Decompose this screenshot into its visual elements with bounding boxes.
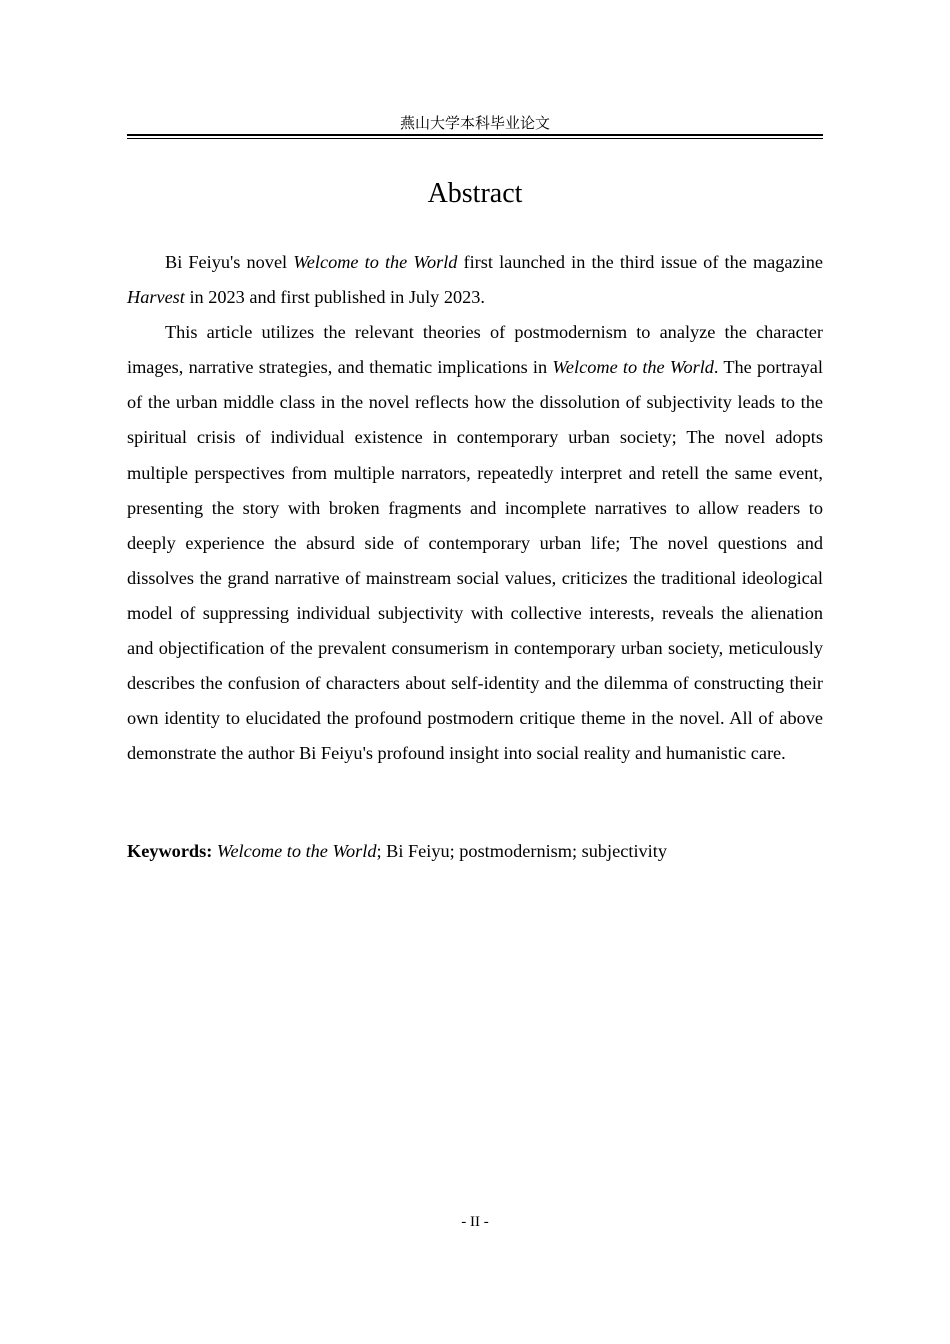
paragraph-1-text-b: first launched in the third issue of the magazine: [457, 252, 823, 272]
paragraph-1-text-a: Bi Feiyu's novel: [165, 252, 294, 272]
running-header: 燕山大学本科毕业论文: [399, 114, 550, 132]
magazine-title-italic: Harvest: [127, 287, 185, 308]
novel-title-italic: Welcome to the World: [293, 252, 458, 272]
abstract-title: Abstract: [427, 178, 523, 209]
page-number: - II -: [461, 1214, 489, 1230]
paragraph-2-text-b: . The portrayal of the urban middle class in the novel reflects how the dissolution of subjectivity leads to the spiritual crisis of individual existence in contemporary urban society; The novel adopts multiple perspectives from multiple narrators, repeatedly interpret and retell the same event, presenting the story with broken fragments and incomplete narratives to allow readers to deeply experience the absurd side of contemporary urban life; The novel questions and dissolves the grand narrative of mainstream social values, criticizes the traditional ideological model of suppressing individual subjectivity with collective interests, reveals the alienation and objectification of the prevalent consumerism in contemporary urban society, meticulously describes the confusion of characters about self-identity and the dilemma of constructing their own identity to elucidated the profound postmodern critique theme in the novel. All of above demonstrate the author Bi Feiyu's profound insight into social reality and humanistic care.: [127, 357, 823, 764]
keywords-list: ; Bi Feiyu; postmodernism; subjectivity: [376, 841, 667, 861]
abstract-body: [127, 245, 823, 771]
paragraph-2-text-a: This article utilizes the relevant theories of postmodernism to analyze the character images, narrative strategies, and thematic implications in: [127, 322, 823, 378]
paragraph-1-text-c: in 2023 and first published in July 2023.: [184, 287, 485, 308]
abstract-paragraph-2: [127, 315, 823, 771]
abstract-paragraph-1: [127, 245, 823, 315]
keyword-novel-title: Welcome to the World: [216, 841, 377, 861]
header-double-rule: [127, 134, 823, 139]
keywords-label: Keywords:: [127, 841, 213, 861]
keywords-line: [127, 836, 823, 866]
novel-title-italic: Welcome to the World: [552, 357, 714, 378]
